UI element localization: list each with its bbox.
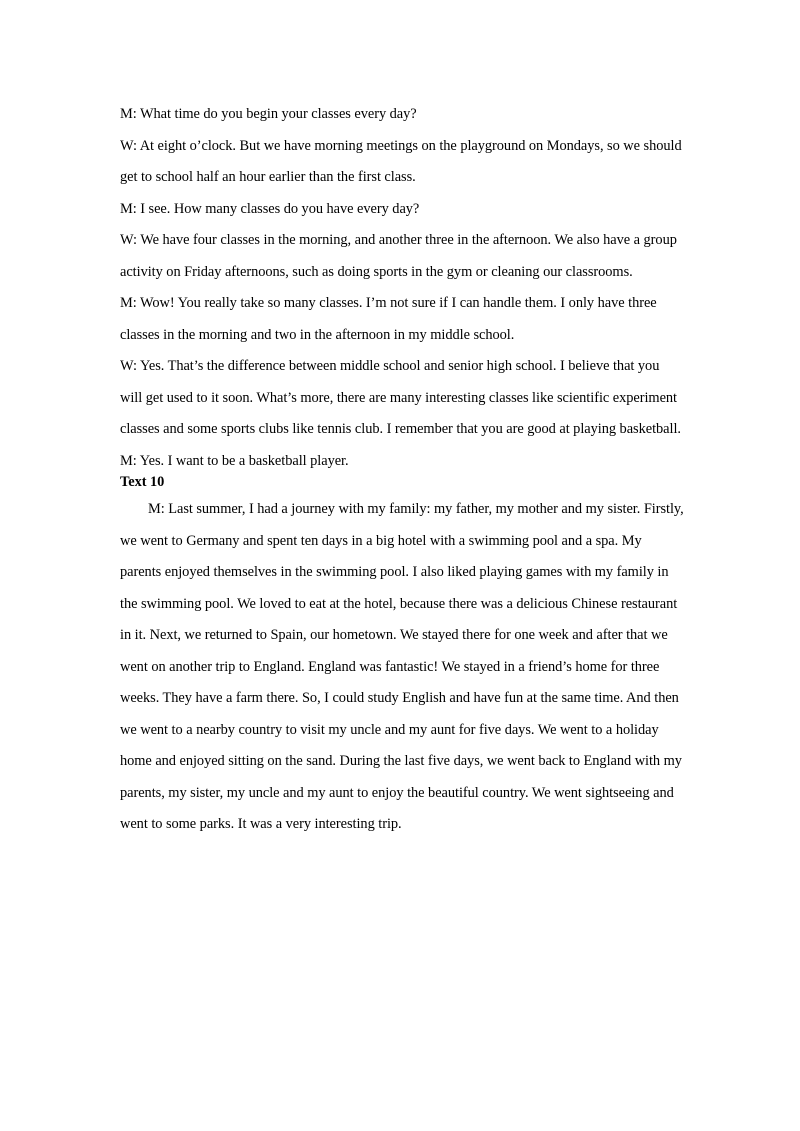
dialogue-line: will get used to it soon. What’s more, there are many interesting classes like scientific experiment — [120, 389, 678, 406]
dialogue-line: M: I see. How many classes do you have every day? — [120, 200, 420, 217]
passage-line: parents enjoyed themselves in the swimming pool. I also liked playing games with my family in — [120, 564, 669, 580]
passage-line: we went to a nearby country to visit my uncle and my aunt for five days. We went to a holiday — [120, 721, 659, 738]
passage-text — [120, 494, 690, 841]
passage-line: the swimming pool. We loved to eat at the hotel, because there was a delicious Chinese restaurant — [120, 595, 678, 612]
passage-line: went to some parks. It was a very interesting trip. — [120, 816, 402, 832]
dialogue-line: W: We have four classes in the morning, and another three in the afternoon. We also have a group — [120, 232, 677, 248]
passage-line: M: Last summer, I had a journey with my family: my father, my mother and my sister. Firstly, — [148, 501, 684, 517]
passage-line: we went to Germany and spent ten days in a big hotel with a swimming pool and a spa. My — [120, 532, 642, 549]
dialogue-line: W: Yes. That’s the difference between middle school and senior high school. I believe that you — [120, 358, 660, 374]
dialogue-line: M: Wow! You really take so many classes. I’m not sure if I can handle them. I only have three — [120, 295, 657, 311]
page-content — [120, 99, 690, 841]
dialogue-line: classes in the morning and two in the afternoon in my middle school. — [120, 326, 515, 343]
dialogue-line: M: Yes. I want to be a basketball player. — [120, 452, 349, 469]
dialogue-transcript — [120, 99, 690, 477]
dialogue-line: W: At eight o’clock. But we have morning meetings on the playground on Mondays, so we should — [120, 137, 682, 154]
dialogue-line: classes and some sports clubs like tennis club. I remember that you are good at playing basketball. — [120, 421, 681, 437]
dialogue-line: activity on Friday afternoons, such as doing sports in the gym or cleaning our classrooms. — [120, 263, 633, 280]
passage-line: weeks. They have a farm there. So, I could study English and have fun at the same time. And then — [120, 690, 679, 706]
dialogue-line: get to school half an hour earlier than the first class. — [120, 169, 416, 185]
section-heading: Text 10 — [120, 474, 165, 490]
dialogue-line: M: What time do you begin your classes every day? — [120, 106, 417, 122]
passage-line: home and enjoyed sitting on the sand. During the last five days, we went back to England with my — [120, 753, 682, 769]
passage-line: in it. Next, we returned to Spain, our hometown. We stayed there for one week and after that we — [120, 627, 668, 643]
passage-line: went on another trip to England. England was fantastic! We stayed in a friend’s home for three — [120, 658, 660, 675]
passage-line: parents, my sister, my uncle and my aunt to enjoy the beautiful country. We went sightseeing and — [120, 784, 674, 801]
